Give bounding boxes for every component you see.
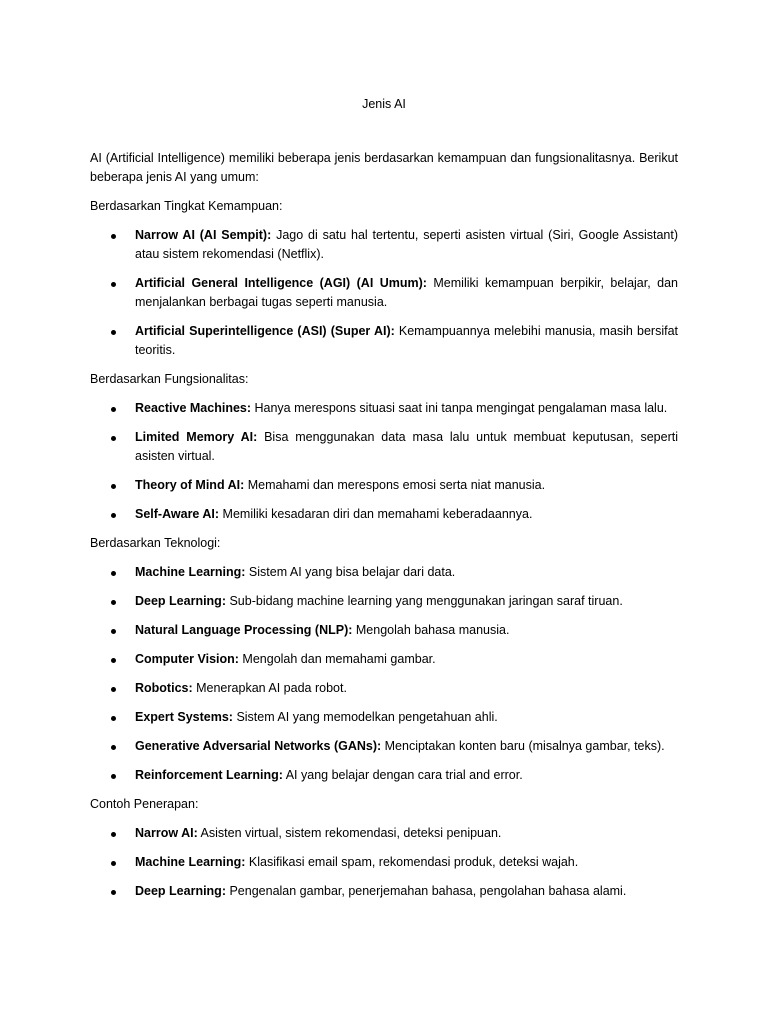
bullet-icon	[111, 484, 116, 489]
section-heading: Contoh Penerapan:	[90, 797, 199, 811]
list-item	[90, 322, 678, 360]
item-description: Kemampuannya melebihi manusia, masih bersifat teoritis.	[135, 324, 678, 357]
bullet-icon	[111, 600, 116, 605]
list-item	[90, 505, 678, 524]
item-description: Sub-bidang machine learning yang menggunakan jaringan saraf tiruan.	[226, 594, 623, 608]
bullet-icon	[111, 282, 116, 287]
bullet-icon	[111, 890, 116, 895]
bullet-icon	[111, 687, 116, 692]
item-term: Narrow AI (AI Sempit):	[135, 228, 272, 242]
list-item	[90, 853, 678, 872]
list-item	[90, 399, 678, 418]
item-description: Bisa menggunakan data masa lalu untuk membuat keputusan, seperti asisten virtual.	[135, 430, 678, 463]
bullet-icon	[111, 330, 116, 335]
list-item	[90, 882, 678, 901]
item-description: Sistem AI yang memodelkan pengetahuan ahli.	[232, 710, 498, 724]
document-title: Jenis AI	[362, 97, 406, 111]
item-term: Machine Learning:	[135, 565, 246, 579]
bullet-list	[90, 824, 678, 901]
list-item	[90, 226, 678, 264]
item-description: Menerapkan AI pada robot.	[192, 681, 347, 695]
item-description: Jago di satu hal tertentu, seperti asisten virtual (Siri, Google Assistant) atau sistem rekomendasi (Netflix).	[135, 228, 678, 261]
item-term: Reactive Machines:	[135, 401, 252, 415]
section-heading: Berdasarkan Tingkat Kemampuan:	[90, 199, 283, 213]
bullet-icon	[111, 832, 116, 837]
bullet-icon	[111, 629, 116, 634]
item-description: Menciptakan konten baru (misalnya gambar, teks).	[381, 739, 665, 753]
item-term: Reinforcement Learning:	[135, 768, 283, 782]
item-term: Artificial Superintelligence (ASI) (Super AI):	[135, 324, 395, 338]
item-term: Machine Learning:	[135, 855, 246, 869]
item-description: AI yang belajar dengan cara trial and error.	[282, 768, 523, 782]
list-item	[90, 766, 678, 785]
item-term: Narrow AI:	[135, 826, 198, 840]
document-page	[90, 95, 678, 911]
bullet-icon	[111, 716, 116, 721]
item-description: Asisten virtual, sistem rekomendasi, deteksi penipuan.	[197, 826, 502, 840]
section-kemampuan	[90, 197, 678, 360]
section-heading: Berdasarkan Teknologi:	[90, 536, 221, 550]
bullet-icon	[111, 436, 116, 441]
list-item	[90, 274, 678, 312]
item-term: Self-Aware AI:	[135, 507, 220, 521]
item-term: Computer Vision:	[135, 652, 239, 666]
item-description: Memahami dan merespons emosi serta niat manusia.	[244, 478, 546, 492]
item-description: Sistem AI yang bisa belajar dari data.	[245, 565, 456, 579]
item-description: Mengolah dan memahami gambar.	[238, 652, 436, 666]
item-description: Pengenalan gambar, penerjemahan bahasa, pengolahan bahasa alami.	[226, 884, 627, 898]
bullet-icon	[111, 407, 116, 412]
list-item	[90, 708, 678, 727]
list-item	[90, 679, 678, 698]
item-description: Memiliki kemampuan berpikir, belajar, dan menjalankan berbagai tugas seperti manusia.	[135, 276, 678, 309]
bullet-list	[90, 563, 678, 785]
list-item	[90, 476, 678, 495]
list-item	[90, 650, 678, 669]
section-teknologi	[90, 534, 678, 785]
item-description: Klasifikasi email spam, rekomendasi produk, deteksi wajah.	[245, 855, 579, 869]
list-item	[90, 824, 678, 843]
item-term: Expert Systems:	[135, 710, 233, 724]
list-item	[90, 737, 678, 756]
bullet-icon	[111, 571, 116, 576]
bullet-list	[90, 226, 678, 360]
list-item	[90, 428, 678, 466]
bullet-icon	[111, 658, 116, 663]
section-contoh-penerapan	[90, 795, 678, 901]
item-term: Theory of Mind AI:	[135, 478, 245, 492]
bullet-icon	[111, 774, 116, 779]
item-term: Deep Learning:	[135, 594, 226, 608]
item-description: Mengolah bahasa manusia.	[352, 623, 510, 637]
list-item	[90, 563, 678, 582]
list-item	[90, 621, 678, 640]
bullet-icon	[111, 513, 116, 518]
item-term: Deep Learning:	[135, 884, 226, 898]
item-term: Robotics:	[135, 681, 193, 695]
bullet-icon	[111, 234, 116, 239]
bullet-icon	[111, 861, 116, 866]
item-term: Limited Memory AI:	[135, 430, 258, 444]
bullet-list	[90, 399, 678, 524]
item-description: Memiliki kesadaran diri dan memahami keberadaannya.	[219, 507, 533, 521]
item-term: Generative Adversarial Networks (GANs):	[135, 739, 382, 753]
bullet-icon	[111, 745, 116, 750]
item-description: Hanya merespons situasi saat ini tanpa mengingat pengalaman masa lalu.	[251, 401, 668, 415]
section-fungsionalitas	[90, 370, 678, 524]
item-term: Artificial General Intelligence (AGI) (AI Umum):	[135, 276, 427, 290]
intro-paragraph: AI (Artificial Intelligence) memiliki beberapa jenis berdasarkan kemampuan dan fungsionalitasnya. Berikut beberapa jenis AI yang umum:	[90, 151, 678, 184]
list-item	[90, 592, 678, 611]
item-term: Natural Language Processing (NLP):	[135, 623, 353, 637]
section-heading: Berdasarkan Fungsionalitas:	[90, 372, 249, 386]
